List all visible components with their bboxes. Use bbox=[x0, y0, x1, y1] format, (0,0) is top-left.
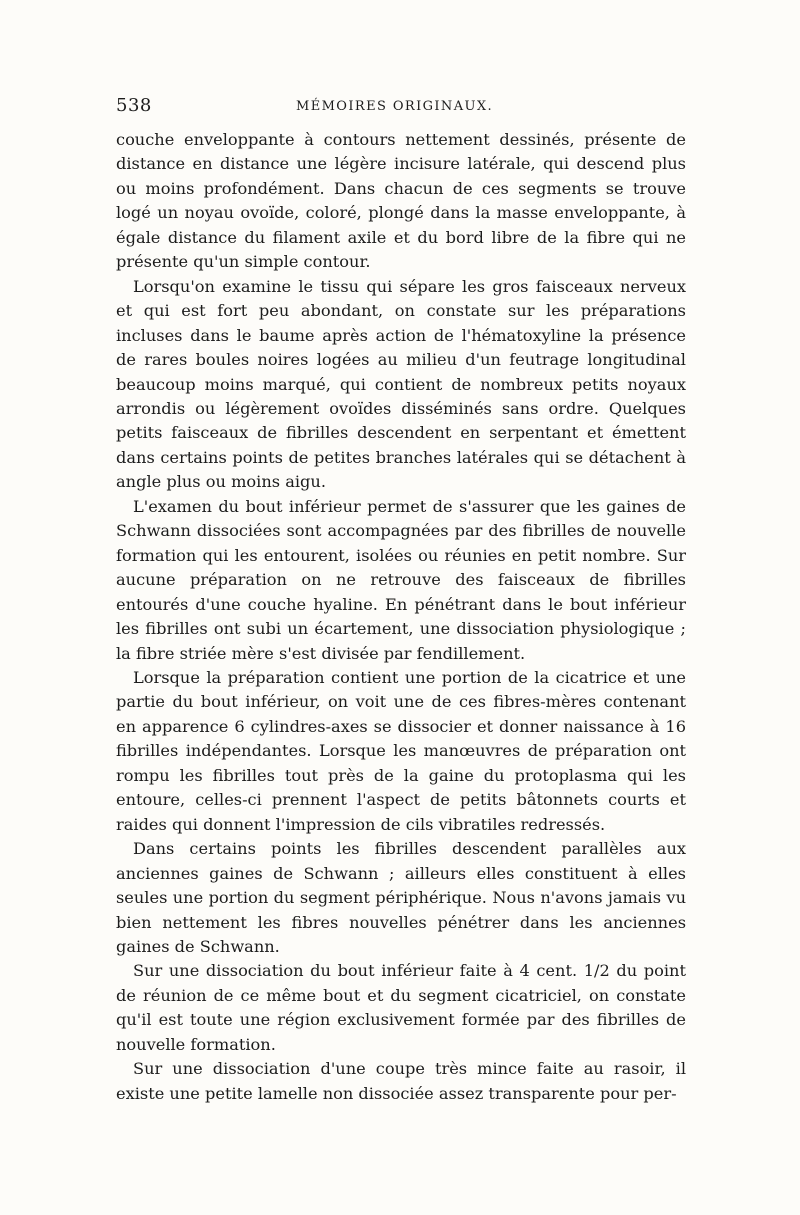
paragraph: Lorsque la préparation contient une portion de la cicatrice et une partie du bout inférieur, on voit une de ces fibres-mères contenant en apparence 6 cylindres-axes se dissocier et donner naissance à 16 fibrilles indépendantes. Lorsque les manœuvres de préparation ont rompu les fibrilles tout près de la gaine du protoplasma qui les entoure, celles-ci prennent l'aspect de petits bâtonnets courts et raides qui donnent l'impression de cils vibratiles redressés. bbox=[116, 667, 686, 834]
paragraph: Dans certains points les fibrilles descendent parallèles aux anciennes gaines de Schwann ; ailleurs elles constituent à elles seules une portion du segment périphérique. Nous n'avons jamais vu bien nettement les fibres nouvelles pénétrer dans les anciennes gaines de Schwann. bbox=[116, 839, 686, 956]
body-text bbox=[116, 128, 686, 1106]
page-number: 538 bbox=[116, 95, 152, 116]
paragraph: couche enveloppante à contours nettement dessinés, présente de distance en distance une légère incisure latérale, qui descend plus ou moins profondément. Dans chacun de ces segments se trouve logé un noyau ovoïde, coloré, plongé dans la masse enveloppante, à égale distance du filament axile et du bord libre de la fibre qui ne présente qu'un simple contour. bbox=[116, 130, 686, 272]
paragraph: Lorsqu'on examine le tissu qui sépare les gros faisceaux nerveux et qui est fort peu abondant, on constate sur les préparations incluses dans le baume après action de l'hématoxyline la présence de rares boules noires logées au milieu d'un feutrage longitudinal beaucoup moins marqué, qui contient de nombreux petits noyaux arrondis ou légèrement ovoïdes disséminés sans ordre. Quelques petits faisceaux de fibrilles descendent en serpentant et émettent dans certains points de petites branches latérales qui se détachent à angle plus ou moins aigu. bbox=[116, 276, 686, 492]
paragraph: Sur une dissociation d'une coupe très mince faite au rasoir, il existe une petite lamelle non dissociée assez transparente pour per- bbox=[116, 1059, 686, 1103]
page-header bbox=[116, 95, 686, 121]
running-head: MÉMOIRES ORIGINAUX. bbox=[296, 99, 494, 114]
paragraph: L'examen du bout inférieur permet de s'assurer que les gaines de Schwann dissociées sont accompagnées par des fibrilles de nouvelle formation qui les entourent, isolées ou réunies en petit nombre. Sur aucune préparation on ne retrouve des faisceaux de fibrilles entourés d'une couche hyaline. En pénétrant dans le bout inférieur les fibrilles ont subi un écartement, une dissociation physiologique ; la fibre striée mère s'est divisée par fendillement. bbox=[116, 496, 686, 663]
paragraph: Sur une dissociation du bout inférieur faite à 4 cent. 1/2 du point de réunion de ce même bout et du segment cicatriciel, on constate qu'il est toute une région exclusivement formée par des fibrilles de nouvelle formation. bbox=[116, 961, 686, 1054]
